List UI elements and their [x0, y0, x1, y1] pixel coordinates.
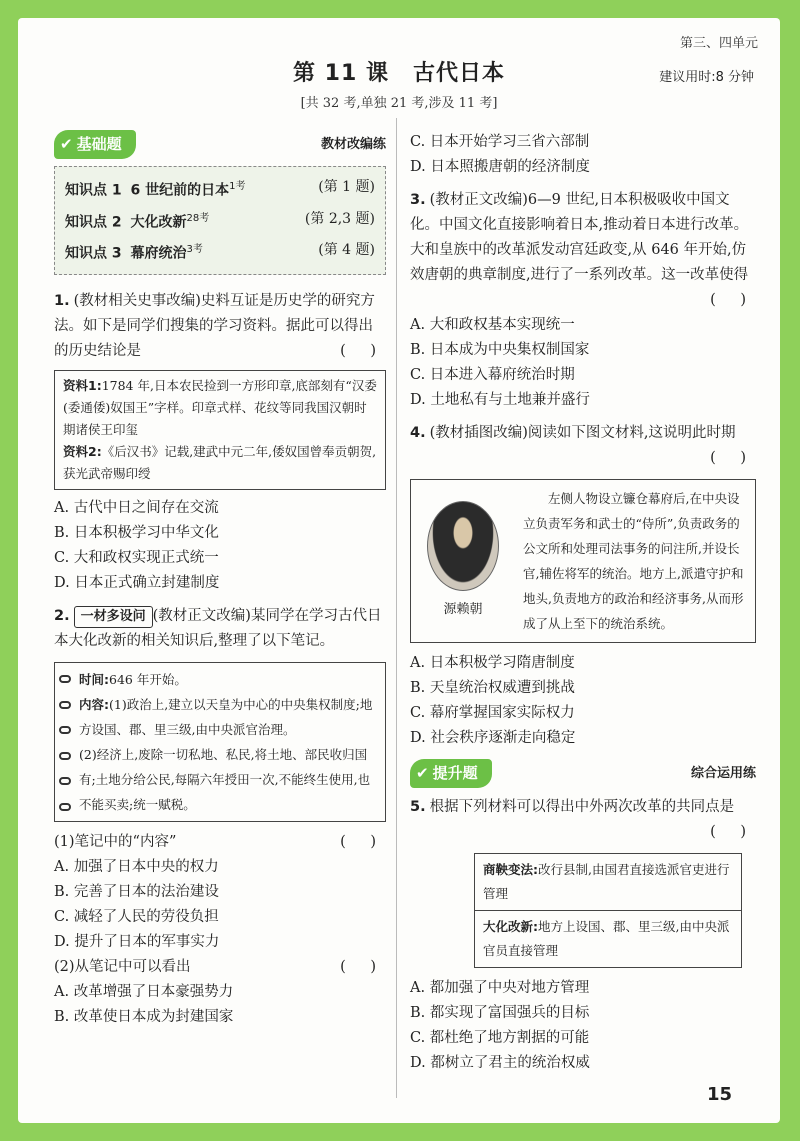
- q1-option-c[interactable]: C. 大和政权实现正式统一: [54, 549, 219, 566]
- q2-1-option-d[interactable]: D. 提升了日本的军事实力: [54, 933, 220, 950]
- question-1-stem: 1. (教材相关史事改编)史料互证是历史学的研究方法。如下是同学们搜集的学习资料。据此可以得出的历史结论是 ( ): [54, 289, 386, 364]
- multi-question-tag: 一材多设问: [74, 606, 153, 628]
- q4-option-a[interactable]: A. 日本积极学习隋唐制度: [410, 655, 575, 671]
- q4-material-text: 左侧人物设立镰仓幕府后,在中央设立负责军务和武士的“侍所”,负责政务的公文所和处理司法事务的问注所,并设长官,辅佐将军的统治。地方上,派遣守护和地头,负责地方的政治和经济事务,从而形成了从上至下的统治系统。: [523, 491, 744, 631]
- question-3-stem: 3. (教材正文改编)6—9 世纪,日本积极吸收中国文化。中国文化直接影响着日本,推动着日本进行改革。大和皇族中的改革派发动宫廷政变,从 646 年开始,仿效唐朝的典章制度,进行了一系列改革。这一改革使得 ( ): [410, 188, 756, 288]
- page-number: 15: [706, 1084, 732, 1105]
- unit-label: 第三、四单元: [679, 36, 758, 51]
- q2-2-option-d[interactable]: D. 日本照搬唐朝的经济制度: [410, 159, 590, 175]
- answer-bracket[interactable]: ( ): [710, 450, 756, 466]
- answer-bracket[interactable]: ( ): [340, 958, 386, 975]
- question-4: [410, 421, 756, 751]
- q3-option-a[interactable]: A. 大和政权基本实现统一: [410, 317, 575, 333]
- notebook-rings: [59, 675, 71, 811]
- q1-option-b[interactable]: B. 日本积极学习中华文化: [54, 524, 219, 541]
- exam-stats: [共 32 考,单独 21 考,涉及 11 考]: [300, 96, 498, 111]
- q1-materials: 资料1:1784 年,日本农民捡到一方形印章,底部刻有“汉委(委通倭)奴国王”字样。印章式样、花纹等同我国汉朝时期诸侯王印玺 资料2:《后汉书》记载,建武中元二年,倭奴国曾奉贡朝贺,获光武帝赐印绶: [54, 370, 386, 490]
- q2-1-option-b[interactable]: B. 完善了日本的法治建设: [54, 883, 219, 900]
- advanced-section-header: [410, 759, 756, 787]
- knowledge-point-2: 知识点 2 大化改新$^{28考}$ (第 2,3 题): [65, 210, 375, 231]
- q4-option-c[interactable]: C. 幕府掌握国家实际权力: [410, 705, 575, 721]
- question-5-stem: 5. 根据下列材料可以得出中外两次改革的共同点是 ( ): [410, 795, 756, 820]
- knowledge-point-1: 知识点 1 6 世纪前的日本$^{1考}$ (第 1 题): [65, 179, 375, 199]
- q2-1-option-a[interactable]: A. 加强了日本中央的权力: [54, 858, 219, 875]
- q5-option-c[interactable]: C. 都杜绝了地方割据的可能: [410, 1030, 590, 1046]
- question-4-stem: 4. (教材插图改编)阅读如下图文材料,这说明此时期 ( ): [410, 421, 756, 446]
- question-1: [54, 289, 386, 596]
- answer-bracket[interactable]: ( ): [710, 292, 756, 308]
- q2-2-option-b[interactable]: B. 改革使日本成为封建国家: [54, 1008, 234, 1025]
- column-divider: [396, 118, 397, 1098]
- knowledge-points: [54, 166, 386, 275]
- q2-sub1-stem: (1)笔记中的“内容” ( ): [54, 830, 386, 855]
- q2-2-option-c[interactable]: C. 日本开始学习三省六部制: [410, 134, 590, 150]
- portrait-image: [427, 501, 499, 591]
- q5-option-d[interactable]: D. 都树立了君主的统治权威: [410, 1055, 590, 1071]
- suggested-time: 建议用时:8 分钟: [659, 70, 754, 85]
- advanced-badge: ✔ 提升题: [410, 759, 492, 788]
- portrait-caption: 源赖朝: [443, 601, 483, 617]
- knowledge-point-3: 知识点 3 幕府统治$^{3考}$ (第 4 题): [65, 242, 375, 262]
- question-3: [410, 188, 756, 413]
- q5-option-b[interactable]: B. 都实现了富国强兵的目标: [410, 1005, 590, 1021]
- q4-option-b[interactable]: B. 天皇统治权威遭到挑战: [410, 680, 575, 696]
- advanced-tag: 综合运用练: [690, 765, 756, 781]
- q3-option-b[interactable]: B. 日本成为中央集权制国家: [410, 342, 590, 358]
- check-icon: ✔: [416, 763, 429, 782]
- right-column: [410, 130, 756, 1076]
- q3-option-d[interactable]: D. 土地私有与土地兼并盛行: [410, 392, 590, 408]
- answer-bracket[interactable]: ( ): [340, 342, 386, 359]
- question-2: [54, 604, 386, 1030]
- q5-option-a[interactable]: A. 都加强了中央对地方管理: [410, 980, 590, 996]
- q2-1-option-c[interactable]: C. 减轻了人民的劳役负担: [54, 908, 219, 925]
- q3-option-c[interactable]: C. 日本进入幕府统治时期: [410, 367, 575, 383]
- q5-materials: 商鞅变法:改行县制,由国君直接选派官吏进行管理 大化改新:地方上设国、郡、里三级,由中央派官员直接管理: [474, 853, 742, 968]
- basic-section-header: [54, 130, 386, 158]
- q1-option-a[interactable]: A. 古代中日之间存在交流: [54, 499, 219, 516]
- q4-material: [410, 479, 756, 643]
- question-2-stem: 2. 一材多设问 (教材正文改编)某同学在学习古代日本大化改新的相关知识后,整理了以下笔记。: [54, 607, 382, 649]
- answer-bracket[interactable]: ( ): [710, 824, 756, 840]
- q2-notes: 时间:646 年开始。 内容:(1)政治上,建立以天皇为中心的中央集权制度;地方设国、郡、里三级,由中央派官治理。 (2)经济上,废除一切私地、私民,将土地、部民收归国有;土地分给公民,每隔六年授田一次,不能终生使用,也不能买卖;统一赋税。: [54, 662, 386, 822]
- basic-tag: 教材改编练: [320, 136, 386, 152]
- lesson-name: 古代日本: [412, 61, 505, 86]
- q4-option-d[interactable]: D. 社会秩序逐渐走向稳定: [410, 730, 576, 746]
- left-column: [54, 130, 386, 1030]
- lesson-number: 第 11 课: [293, 61, 389, 86]
- q2-sub2-stem: (2)从笔记中可以看出 ( ): [54, 955, 386, 980]
- basic-badge: ✔ 基础题: [54, 130, 136, 159]
- check-icon: ✔: [60, 134, 73, 153]
- question-5: [410, 795, 756, 1076]
- workbook-page: [18, 18, 780, 1123]
- q1-option-d[interactable]: D. 日本正式确立封建制度: [54, 574, 220, 591]
- answer-bracket[interactable]: ( ): [340, 833, 386, 850]
- q2-2-option-a[interactable]: A. 改革增强了日本豪强势力: [54, 983, 234, 1000]
